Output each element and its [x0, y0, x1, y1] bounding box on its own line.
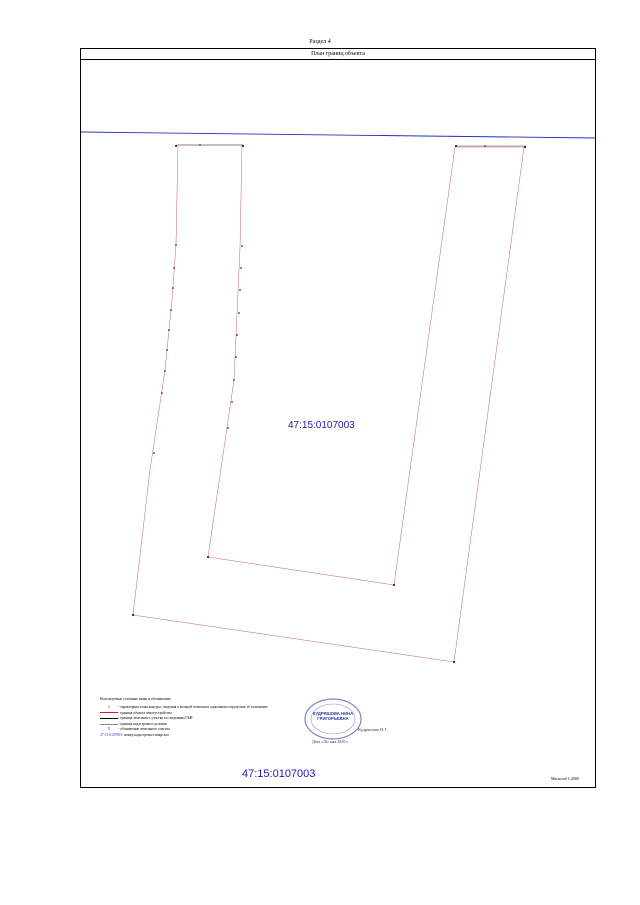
point-marker — [170, 309, 172, 311]
legend-gray-line-symbol — [100, 724, 118, 725]
legend-item-text: - характерная точка контура, сведения о которой позволяют однозначно определить её положение — [118, 705, 268, 710]
point-marker — [173, 267, 175, 269]
legend-red-line-symbol — [100, 712, 118, 713]
point-marker — [161, 392, 163, 394]
signer-name: Кудряшова Н.Г. — [358, 727, 388, 732]
point-marker — [453, 661, 455, 663]
point-marker — [235, 356, 237, 358]
point-marker — [172, 287, 174, 289]
legend-black-line-symbol — [100, 718, 118, 719]
point-marker — [393, 584, 395, 586]
legend-parcel-symbol: 5 — [108, 726, 110, 732]
parcel-number-label: 47:15:0107003 — [288, 420, 355, 431]
point-marker — [164, 370, 166, 372]
point-marker — [236, 334, 238, 336]
legend-point-symbol: 1 — [108, 704, 110, 710]
stamp-date: Дата «18» мая 2020 г. — [312, 739, 349, 744]
legend-item-text: - обозначение земельного участка — [118, 727, 170, 732]
point-marker — [132, 614, 134, 616]
legend-quarter-code: 47:15:0107003 — [100, 733, 122, 738]
point-marker — [241, 245, 243, 247]
cadastral-boundary-line — [81, 132, 595, 138]
point-marker — [166, 349, 168, 351]
legend — [100, 697, 268, 738]
section-header: Раздел 4 — [309, 39, 331, 45]
point-marker — [238, 312, 240, 314]
point-marker — [231, 401, 233, 403]
point-marker — [239, 289, 241, 291]
characteristic-points — [132, 144, 526, 663]
round-seal-icon — [303, 697, 363, 741]
seal-text: КУДРЯШОВА НИНА ГРИГОРЬЕВНА — [312, 711, 354, 721]
legend-item-text: - граница объекта землеустройства — [118, 710, 172, 715]
legend-title: Используемые условные знаки и обозначения: — [100, 697, 172, 701]
point-marker — [168, 329, 170, 331]
point-marker — [175, 145, 177, 147]
point-marker — [233, 379, 235, 381]
point-marker — [242, 145, 244, 147]
point-marker — [455, 145, 457, 147]
legend-item — [100, 705, 268, 711]
plan-title: План границ объекта — [81, 49, 595, 60]
point-marker — [153, 452, 155, 454]
map-scale: Масштаб 1:2000 — [551, 776, 579, 781]
legend-item-text: - граница земельного участка по сведениям ГКН — [118, 716, 193, 721]
object-contour-left — [133, 145, 524, 662]
point-marker — [175, 244, 177, 246]
point-marker — [484, 145, 486, 147]
quarter-number: 47:15:0107003 — [242, 768, 316, 780]
point-marker — [227, 427, 229, 429]
legend-item-text: - граница кадастрового деления — [118, 721, 167, 726]
point-marker — [240, 267, 242, 269]
legend-item — [100, 733, 268, 739]
point-marker — [199, 144, 201, 146]
legend-item-text: - номер кадастрового квартала — [122, 733, 169, 738]
point-marker — [207, 556, 209, 558]
point-marker — [524, 146, 526, 148]
